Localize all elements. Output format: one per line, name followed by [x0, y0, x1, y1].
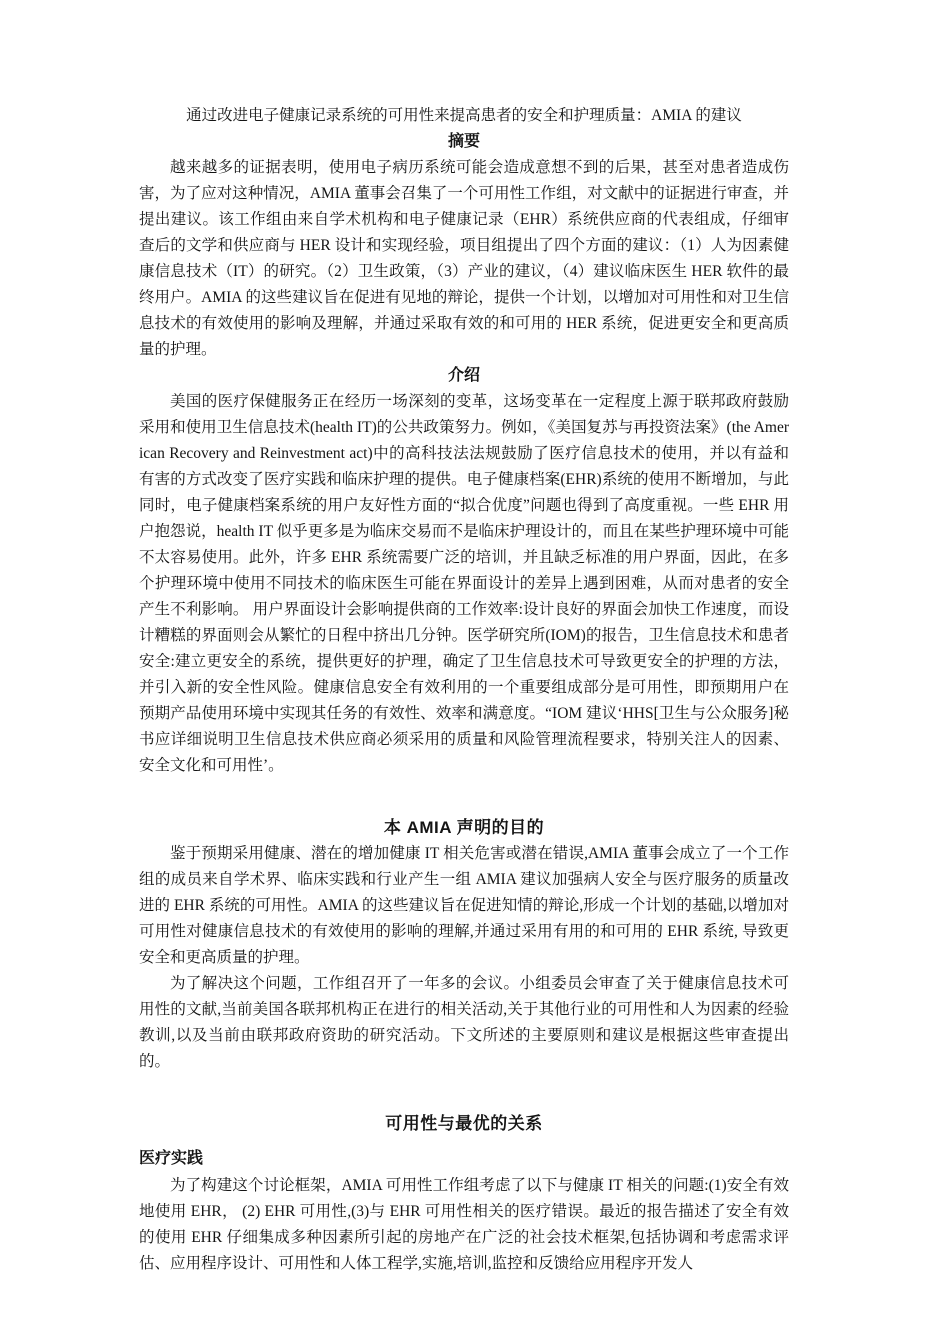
document-title: 通过改进电子健康记录系统的可用性来提高患者的安全和护理质量：AMIA 的建议	[186, 107, 742, 124]
usability-subheading-medical-practice: 医疗实践	[139, 1150, 204, 1167]
usability-heading: 可用性与最优的关系	[385, 1114, 543, 1133]
purpose-paragraph-2: 为了解决这个问题，工作组召开了一年多的会议。小组委员会审查了关于健康信息技术可用性的文献,当前美国各联邦机构正在进行的相关活动,关于其他行业的可用性和人为因素的经验教训,以及当前由联邦政府资助的研究活动。下文所述的主要原则和建议是根据这些审查提出的。	[139, 975, 789, 1070]
introduction-heading: 介绍	[447, 367, 480, 384]
introduction-paragraph: 美国的医疗保健服务正在经历一场深刻的变革，这场变革在一定程度上源于联邦政府鼓励采用和使用卫生信息技术(health IT)的公共政策努力。例如，《美国复苏与再投资法案》(the American Recovery and Reinvestment act)中的高科技法法规鼓励了医疗信息技术的使用，并以有益和有害的方式改变了医疗实践和临床护理的提供。电子健康档案(EHR)系统的使用不断增加，与此同时，电子健康档案系统的用户友好性方面的“拟合优度”问题也得到了高度重视。一些 EHR 用户抱怨说，health IT 似乎更多是为临床交易而不是临床护理设计的，而且在某些护理环境中可能不太容易使用。此外，许多 EHR 系统需要广泛的培训，并且缺乏标准的用户界面，因此，在多个护理环境中使用不同技术的临床医生可能在界面设计的差异上遇到困难，从而对患者的安全产生不利影响。 用户界面设计会影响提供商的工作效率:设计良好的界面会加快工作速度，而设计糟糕的界面则会从繁忙的日程中挤出几分钟。医学研究所(IOM)的报告，卫生信息技术和患者安全:建立更安全的系统，提供更好的护理，确定了卫生信息技术可导致更安全的护理的方法，并引入新的安全性风险。健康信息安全有效利用的一个重要组成部分是可用性，即预期用户在预期产品使用环境中实现其任务的有效性、效率和满意度。“IOM 建议‘HHS[卫生与公众服务]秘书应详细说明卫生信息技术供应商必须采用的质量和风险管理流程要求，特别关注人的因素、安全文化和可用性’。	[139, 393, 789, 774]
abstract-heading: 摘要	[447, 133, 480, 150]
purpose-heading: 本 AMIA 声明的目的	[383, 818, 545, 837]
abstract-paragraph: 越来越多的证据表明，使用电子病历系统可能会造成意想不到的后果，甚至对患者造成伤害，为了应对这种情况，AMIA 董事会召集了一个可用性工作组，对文献中的证据进行审查，并提出建议。该工作组由来自学术机构和电子健康记录（EHR）系统供应商的代表组成，仔细审查后的文学和供应商与 HER 设计和实现经验，项目组提出了四个方面的建议：（1）人为因素健康信息技术（IT）的研究。（2）卫生政策，（3）产业的建议，（4）建议临床医生 HER 软件的最终用户。AMIA 的这些建议旨在促进有见地的辩论，提供一个计划，以增加对可用性和对卫生信息技术的有效使用的影响及理解，并通过采取有效的和可用的 HER 系统，促进更安全和更高质量的护理。	[139, 159, 789, 358]
usability-paragraph: 为了构建这个讨论框架，AMIA 可用性工作组考虑了以下与健康 IT 相关的问题:(1)安全有效地使用 EHR， (2) EHR 可用性,(3)与 EHR 可用性相关的医疗错误。最近的报告描述了安全有效的使用 EHR 仔细集成多种因素所引起的房地产在广泛的社会技术框架,包括协调和考虑需求评估、应用程序设计、可用性和人体工程学,实施,培训,监控和反馈给应用程序开发人	[139, 1177, 789, 1272]
purpose-paragraph-1: 鉴于预期采用健康、潜在的增加健康 IT 相关危害或潜在错误,AMIA 董事会成立了一个工作组的成员来自学术界、临床实践和行业产生一组 AMIA 建议加强病人安全与医疗服务的质量改进的 EHR 系统的可用性。AMIA 的这些建议旨在促进知情的辩论,形成一个计划的基础,以增加对可用性对健康信息技术的有效使用的影响的理解,并通过采用有用的和可用的 EHR 系统, 导致更安全和更高质量的护理。	[139, 845, 789, 966]
